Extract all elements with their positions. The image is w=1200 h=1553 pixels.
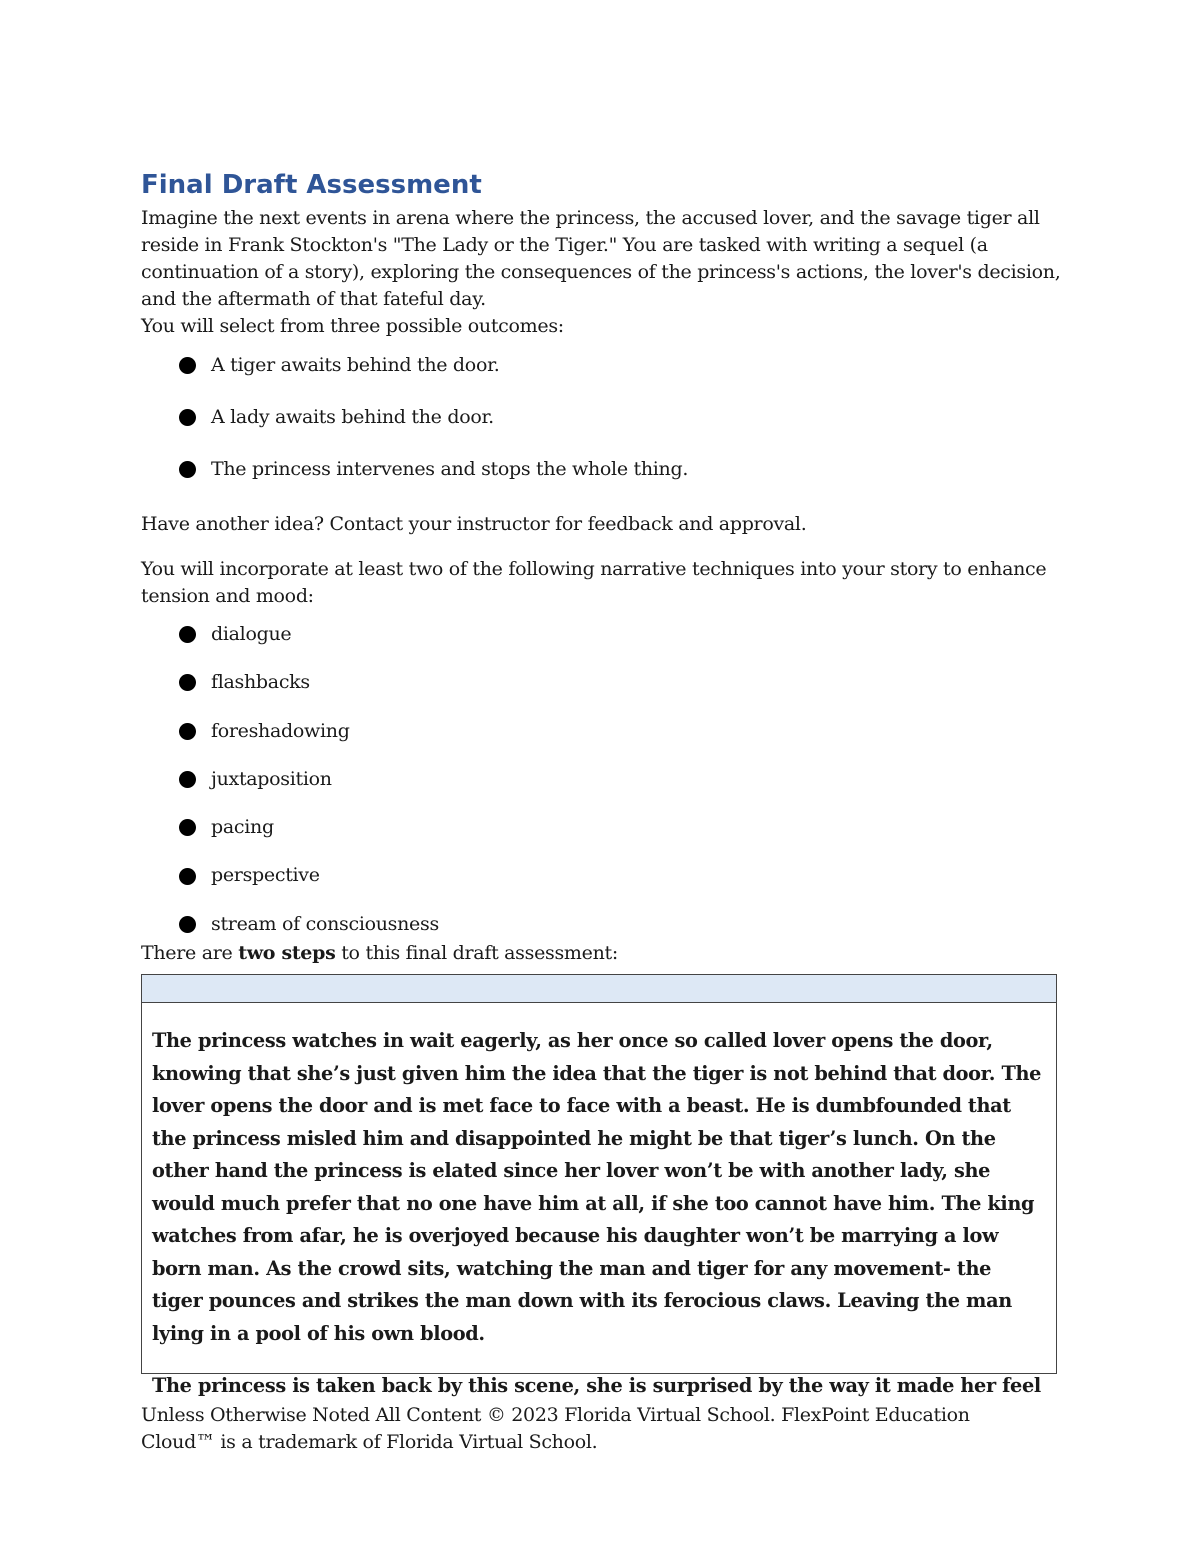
answer-paragraph: The princess is taken back by this scene, she is surprised by the way it made her feel xyxy=(152,1374,1041,1397)
bullet-icon xyxy=(179,868,196,885)
outcomes-lead: You will select from three possible outcomes: xyxy=(141,315,564,337)
bullet-icon xyxy=(179,674,196,691)
list-item: perspective xyxy=(176,851,1061,899)
list-item: juxtaposition xyxy=(176,755,1061,803)
list-item: flashbacks xyxy=(176,658,1061,706)
bullet-icon xyxy=(179,357,196,374)
bullet-icon xyxy=(179,626,196,643)
list-item: The princess intervenes and stops the whole thing. xyxy=(176,443,1061,495)
techniques-list xyxy=(141,610,1061,948)
bullet-icon xyxy=(179,819,196,836)
bullet-icon xyxy=(179,771,196,788)
bullet-icon xyxy=(179,723,196,740)
steps-line: There are two steps to this final draft assessment: xyxy=(141,942,618,965)
answer-box-body xyxy=(142,1003,1056,1403)
footer xyxy=(141,1402,1041,1456)
answer-box-header xyxy=(142,975,1056,1003)
intro-paragraph: Imagine the next events in arena where the princess, the accused lover, and the savage tiger all reside in Frank Stockton's "The Lady or the Tiger." You are tasked with writing a sequel (a continuation of a story), exploring the consequences of the princess's actions, the lover's decision, and the aftermath of that fateful day. xyxy=(141,207,1061,310)
bullet-icon xyxy=(179,916,196,933)
list-item: dialogue xyxy=(176,610,1061,658)
bullet-icon xyxy=(179,409,196,426)
document-content xyxy=(141,168,1061,967)
techniques-lead: You will incorporate at least two of the following narrative techniques into your story to enhance tension and mood: xyxy=(141,558,1047,607)
list-item: stream of consciousness xyxy=(176,900,1061,948)
another-idea-paragraph: Have another idea? Contact your instructor for feedback and approval. xyxy=(141,513,807,535)
list-item: pacing xyxy=(176,803,1061,851)
bullet-icon xyxy=(179,461,196,478)
list-item: A tiger awaits behind the door. xyxy=(176,339,1061,391)
list-item: A lady awaits behind the door. xyxy=(176,391,1061,443)
copyright-text: Unless Otherwise Noted All Content © 2023 Florida Virtual School. FlexPoint Education Cloud™ is a trademark of Florida Virtual School. xyxy=(141,1404,970,1453)
answer-paragraph: The princess watches in wait eagerly, as her once so called lover opens the door, knowing that she’s just given him the idea that the tiger is not behind that door. The lover opens the door and is met face to face with a beast. He is dumbfounded that the princess misled him and disappointed he might be that tiger’s lunch. On the other hand the princess is elated since her lover won’t be with another lady, she would much prefer that no one have him at all, if she too cannot have him. The king watches from afar, he is overjoyed because his daughter won’t be marrying a low born man. As the crowd sits, watching the man and tiger for any movement- the tiger pounces and strikes the man down with its ferocious claws. Leaving the man lying in a pool of his own blood. xyxy=(152,1029,1042,1345)
page-title: Final Draft Assessment xyxy=(141,170,482,200)
steps-emphasis: two steps xyxy=(238,942,336,965)
answer-box xyxy=(141,974,1057,1397)
list-item: foreshadowing xyxy=(176,707,1061,755)
outcomes-list xyxy=(141,339,1061,495)
